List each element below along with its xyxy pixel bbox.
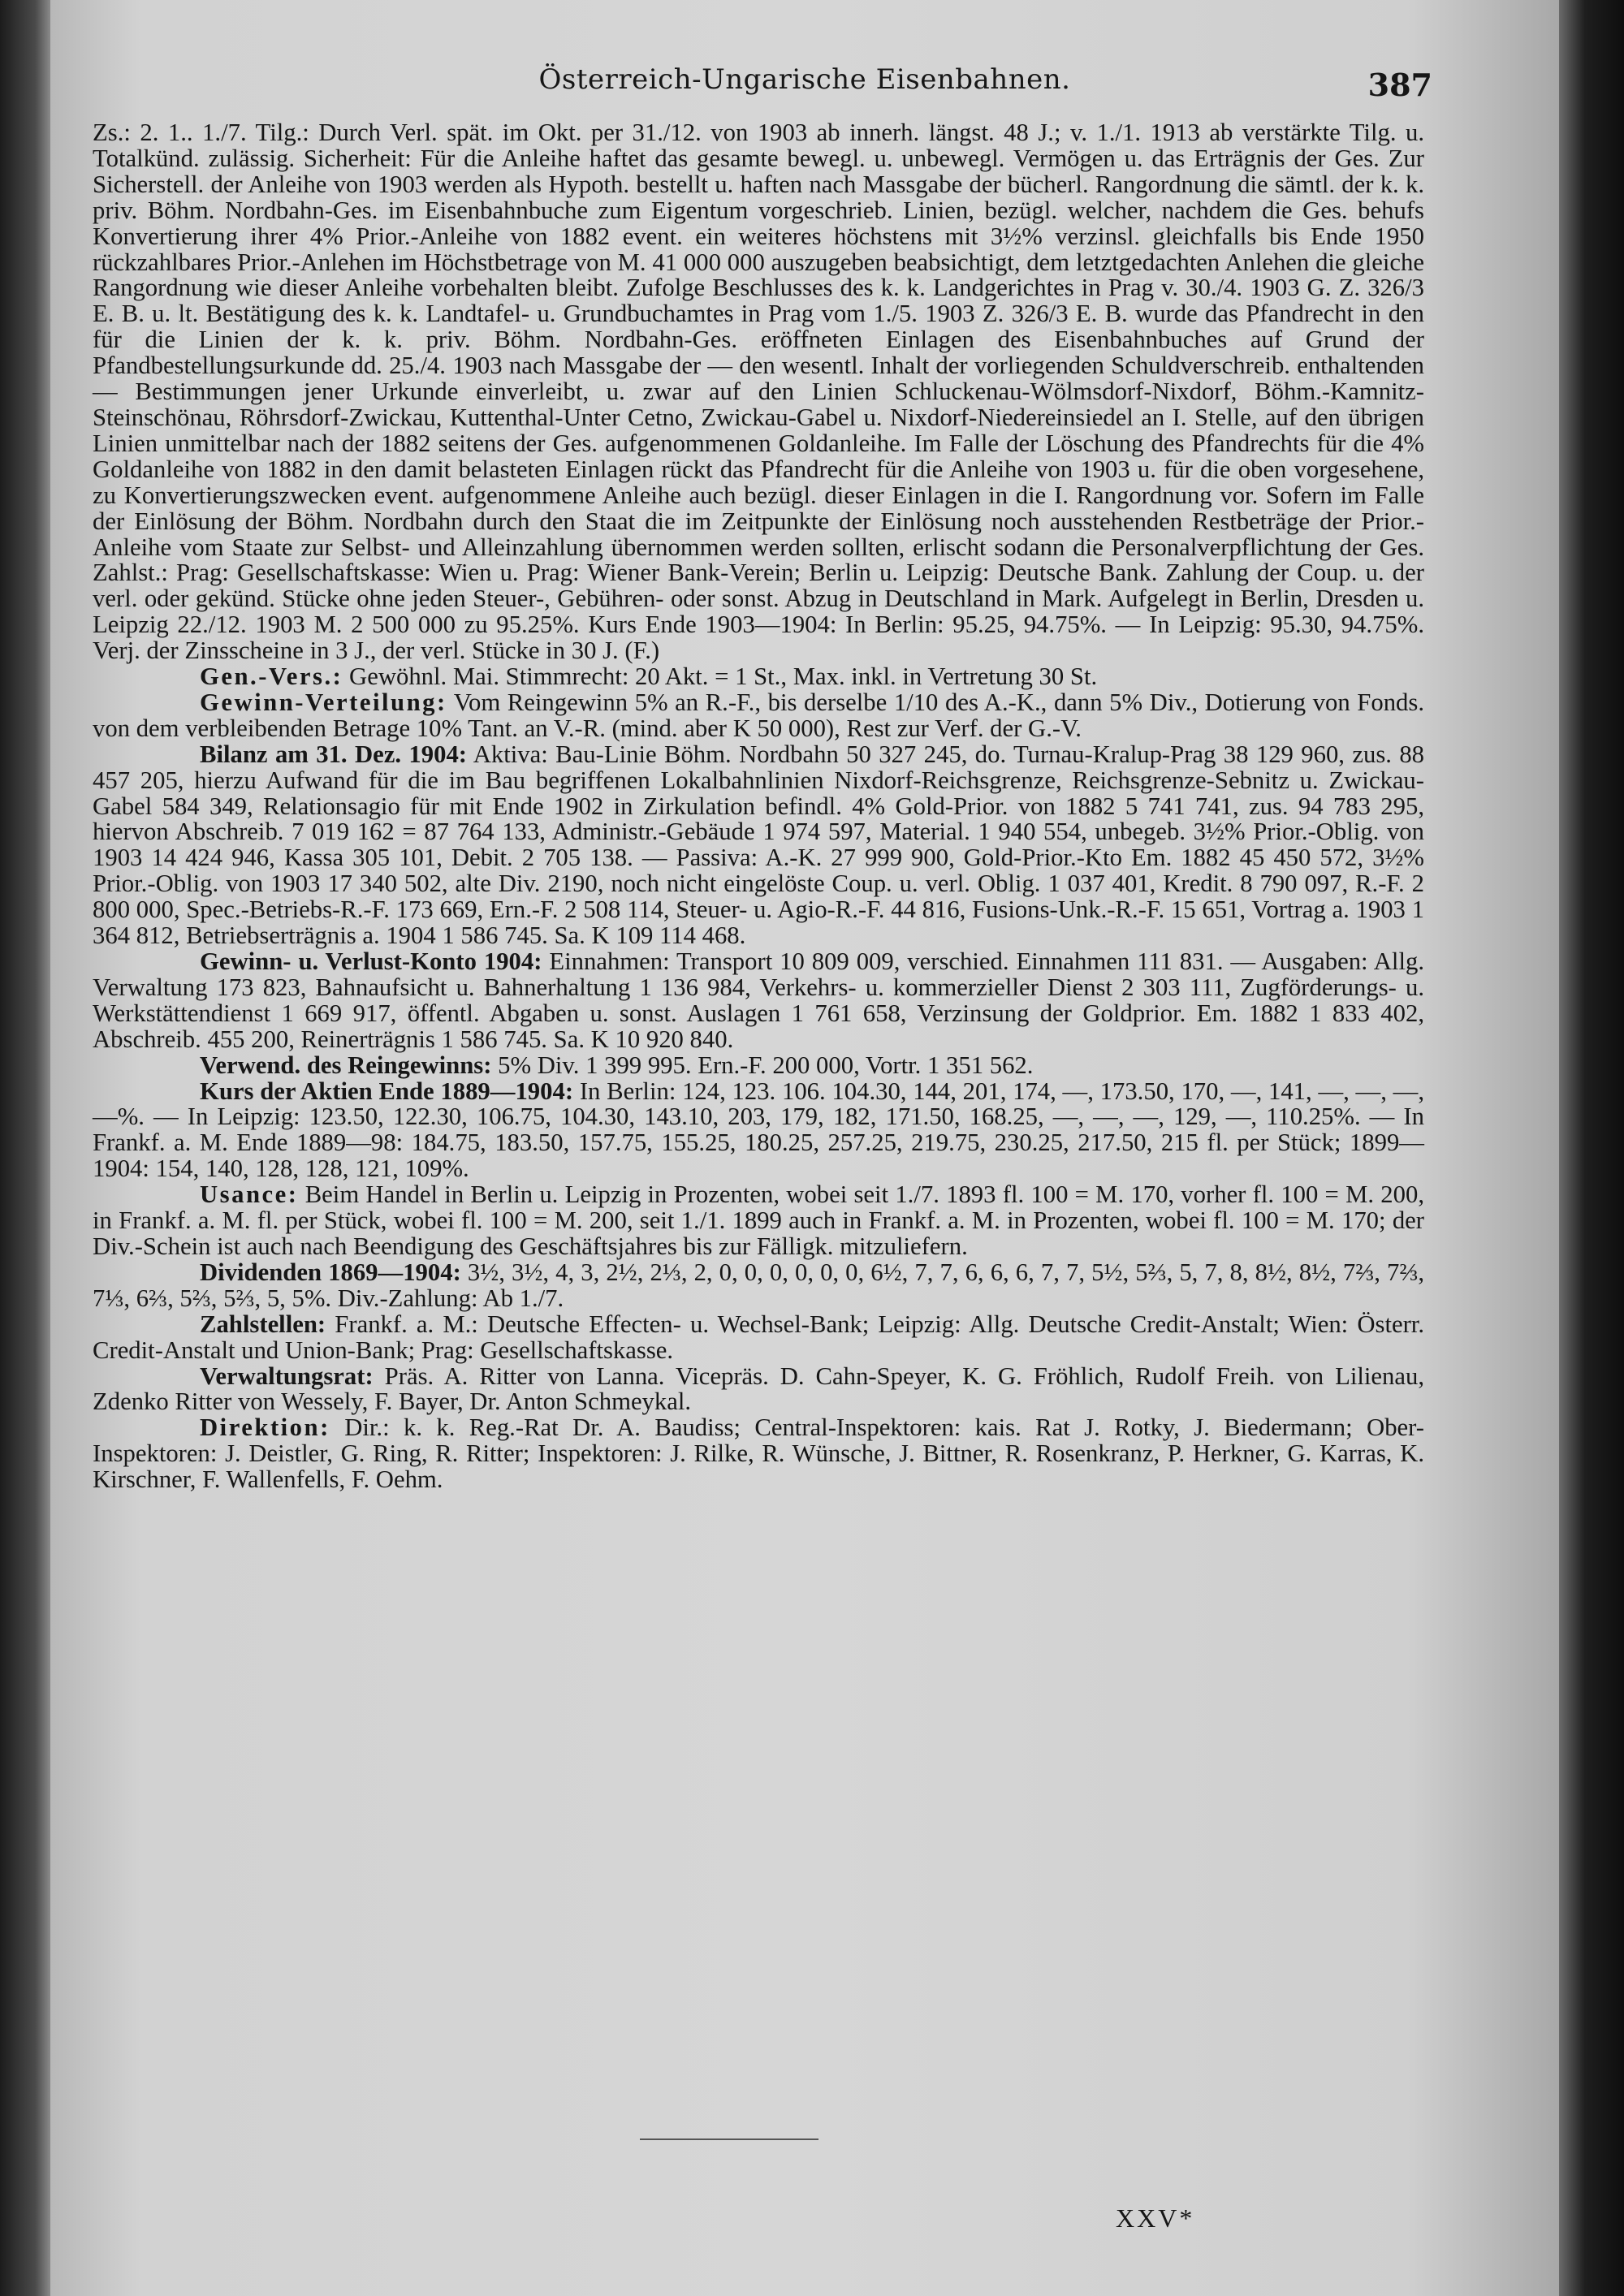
paragraph-label: Gen.-Vers.: (200, 662, 343, 691)
page-number: 387 (1367, 67, 1432, 103)
sheet-signature: XXV* (1116, 2203, 1195, 2233)
paragraph-label: Direktion: (200, 1413, 330, 1442)
paragraph-label: Verwaltungsrat: (200, 1362, 374, 1390)
page-header (50, 63, 1559, 109)
paragraph-label: Dividenden 1869—1904: (200, 1258, 461, 1286)
paragraph-gewinn-verteilung: Gewinn-Verteilung: Vom Reingewinn 5% an R.-F., bis derselbe 1/10 des A.-K., dann 5% Div., Dotierung von Fonds. von dem verbleibenden Betrage 10% Tant. an V.-R. (mind. aber K 50 000), Rest zur Verf. der G.-V. (93, 688, 1424, 742)
paragraph-label: Verwend. des Reingewinns: (200, 1051, 492, 1079)
paragraph-label: Gewinn-Verteilung: (200, 688, 447, 716)
paragraph-bond-terms: Zs.: 2. 1.. 1./7. Tilg.: Durch Verl. spät. im Okt. per 31./12. von 1903 ab innerh. längst. 48 J.; v. 1./1. 1913 ab verstärkte Tilg. u. Totalkünd. zulässig. Sicherheit: Für die Anleihe haftet das gesamte bewegl. u. unbewegl. Vermögen u. das Erträgnis der Ges. Zur Sicherstell. der Anleihe von 1903 werden als Hypoth. bestellt u. haften nach Massgabe der bücherl. Rangordnung die sämtl. der k. k. priv. Böhm. Nordbahn-Ges. im Eisenbahnbuche zum Eigentum vorgeschrieb. Linien, bezügl. welcher, nachdem die Ges. behufs Konvertierung ihrer 4% Prior.-Anleihe von 1882 event. ein weiteres höchstens mit 3½% verzinsl. gleichfalls bis Ende 1950 rückzahlbares Prior.-Anlehen im Höchstbetrage von M. 41 000 000 auszugeben beabsichtigt, dem letztgedachten Anlehen die gleiche Rangordnung wie dieser Anleihe vorbehalten bleibt. Zufolge Beschlusses des k. k. Landgerichtes in Prag v. 30./4. 1903 G. Z. 326/3 E. B. u. lt. Bestätigung des k. k. Landtafel- u. Grundbuchamtes in Prag vom 1./5. 1903 Z. 326/3 E. B. wurde das Pfandrecht in den für die Linien der k. k. priv. Böhm. Nordbahn-Ges. eröffneten Einlagen des Eisenbahnbuches auf Grund der Pfandbestellungsurkunde dd. 25./4. 1903 nach Massgabe der — den wesentl. Inhalt der vorliegenden Schuldverschreib. enthaltenden — Bestimmungen jener Urkunde einverleibt, u. zwar auf den Linien Schluckenau-Wölmsdorf-Nixdorf, Böhm.-Kamnitz-Steinschönau, Röhrsdorf-Zwickau, Kuttenthal-Unter Cetno, Zwickau-Gabel u. Nixdorf-Niedereinsiedel an I. Stelle, auf den übrigen Linien unmittelbar nach der 1882 seitens der Ges. aufgenommenen Goldanleihe. Im Falle der Löschung des Pfandrechts für die 4% Goldanleihe von 1882 in den damit belasteten Einlagen rückt das Pfandrecht für die Anleihe von 1903 u. für die oben vorgesehene, zu Konvertierungszwecken event. aufgenommene Anleihe auch bezügl. dieser Einlagen in die I. Rangordnung vor. Sofern im Falle der Einlösung der Böhm. Nordbahn durch den Staat die im Zeitpunkte der Einlösung noch ausstehenden Restbeträge der Prior.-Anleihe vom Staate zur Selbst- und Alleinzahlung übernommen werden sollten, erlischt sodann die Personalverpflichtung der Ges. Zahlst.: Prag: Gesellschaftskasse: Wien u. Prag: Wiener Bank-Verein; Berlin u. Leipzig: Deutsche Bank. Zahlung der Coup. u. der verl. oder gekünd. Stücke ohne jeden Steuer-, Gebühren- oder sonst. Abzug in Deutschland in Mark. Aufgelegt in Berlin, Dresden u. Leipzig 22./12. 1903 M. 2 500 000 zu 95.25%. Kurs Ende 1903—1904: In Berlin: 95.25, 94.75%. — In Leipzig: 95.30, 94.75%. Verj. der Zinsscheine in 3 J., der verl. Stücke in 30 J. (F.) (93, 119, 1424, 665)
document-page (50, 0, 1559, 2296)
paragraph-usance: Usance: Beim Handel in Berlin u. Leipzig in Prozenten, wobei seit 1./7. 1893 fl. 100 = M. 170, vorher fl. 100 = M. 200, in Frankf. a. M. fl. per Stück, wobei fl. 100 = M. 200, seit 1./1. 1899 auch in Frankf. a. M. in Prozenten, wobei fl. 100 = M. 170; der Div.-Schein ist auch nach Beendigung des Geschäftsjahres bis zur Fälligk. mitzuliefern. (93, 1180, 1424, 1260)
paragraph-dividenden: Dividenden 1869—1904: 3½, 3½, 4, 3, 2½, 2⅓, 2, 0, 0, 0, 0, 0, 0, 6½, 7, 7, 6, 6, 6, 7, 7, 5½, 5⅔, 5, 7, 8, 8½, 8½, 7⅔, 7⅔, 7⅓, 6⅔, 5⅔, 5⅔, 5, 5%. Div.-Zahlung: Ab 1./7. (93, 1258, 1425, 1312)
paragraph-verwaltungsrat: Verwaltungsrat: Präs. A. Ritter von Lanna. Vicepräs. D. Cahn-Speyer, K. G. Fröhlich, Rudolf Freih. von Lilienau, Zdenko Ritter von Wessely, F. Bayer, Dr. Anton Schmeykal. (93, 1362, 1425, 1416)
paragraph-label: Gewinn- u. Verlust-Konto 1904: (200, 947, 542, 975)
body-text (93, 120, 1424, 1493)
paragraph-label: Bilanz am 31. Dez. 1904: (200, 740, 468, 768)
paragraph-zahlstellen: Zahlstellen: Frankf. a. M.: Deutsche Effecten- u. Wechsel-Bank; Leipzig: Allg. Deutsche Credit-Anstalt; Wien: Österr. Credit-Anstalt und Union-Bank; Prag: Gesellschaftskasse. (93, 1310, 1425, 1364)
paragraph-kurs-aktien: Kurs der Aktien Ende 1889—1904: In Berlin: 124, 123. 106. 104.30, 144, 201, 174, —, 173.50, 170, —, 141, —, —, —, —%. — In Leipzig: 123.50, 122.30, 106.75, 104.30, 143.10, 203, 179, 182, 171.50, 168.25, —, —, —, 129, —, 110.25%. — In Frankf. a. M. Ende 1889—98: 184.75, 183.50, 157.75, 155.25, 180.25, 257.25, 219.75, 230.25, 217.50, 215 fl. per Stück; 1899—1904: 154, 140, 128, 128, 121, 109%. (93, 1077, 1424, 1183)
scan-shadow-left (0, 0, 50, 2296)
paragraph-bilanz: Bilanz am 31. Dez. 1904: Aktiva: Bau-Linie Böhm. Nordbahn 50 327 245, do. Turnau-Kralup-Prag 38 129 960, zus. 88 457 205, hierzu Aufwand für die im Bau begriffenen Lokalbahnlinien Nixdorf-Reichsgrenze, Reichsgrenze-Sebnitz u. Zwickau-Gabel 584 349, Relationsagio für mit Ende 1902 in Zirkulation befindl. 4% Gold-Prior. von 1882 5 741 741, zus. 94 783 295, hiervon Abschreib. 7 019 162 = 87 764 133, Administr.-Gebäude 1 974 597, Material. 1 940 554, unbegeb. 3½% Prior.-Oblig. von 1903 14 424 946, Kassa 305 101, Debit. 2 705 138. — Passiva: A.-K. 27 999 900, Gold-Prior.-Kto Em. 1882 45 450 572, 3½% Prior.-Oblig. von 1903 17 340 502, alte Div. 2190, noch nicht eingelöste Coup. u. verl. Oblig. 1 037 401, Kredit. 8 790 097, R.-F. 2 800 000, Spec.-Betriebs-R.-F. 173 669, Ern.-F. 2 508 114, Steuer- u. Agio-R.-F. 44 816, Fusions-Unk.-R.-F. 15 651, Vortrag a. 1903 1 364 812, Betriebserträgnis a. 1904 1 586 745. Sa. K 109 114 468. (93, 740, 1425, 950)
paragraph-label: Zahlstellen: (200, 1310, 326, 1338)
paragraph-label: Usance: (200, 1180, 299, 1209)
section-divider (640, 2138, 818, 2140)
paragraph-gewinn-verlust: Gewinn- u. Verlust-Konto 1904: Einnahmen: Transport 10 809 009, verschied. Einnahmen 111 831. — Ausgaben: Allg. Verwaltung 173 823, Bahnaufsicht u. Bahnerhaltung 1 136 984, Verkehrs- u. kommerzieller Dienst 2 303 111, Zugförderungs- u. Werkstättendienst 1 669 917, öffentl. Abgaben u. sonst. Auslagen 1 761 658, Verzinsung der Goldprior. Em. 1882 1 833 402, Abschreib. 455 200, Reinerträgnis 1 586 745. Sa. K 10 920 840. (93, 947, 1425, 1053)
running-title: Österreich-Ungarische Eisenbahnen. (538, 63, 1071, 96)
paragraph-label: Kurs der Aktien Ende 1889—1904: (200, 1077, 574, 1105)
paragraph-direktion: Direktion: Dir.: k. k. Reg.-Rat Dr. A. Baudiss; Central-Inspektoren: kais. Rat J. Rotky, J. Biedermann; Ober-Inspektoren: J. Deistler, G. Ring, R. Ritter; Inspektoren: J. Rilke, R. Wünsche, J. Bittner, R. Rosenkranz, P. Herkner, G. Karras, K. Kirschner, F. Wallenfells, F. Oehm. (93, 1413, 1424, 1494)
paragraph-verwendung: Verwend. des Reingewinns: 5% Div. 1 399 995. Ern.-F. 200 000, Vortr. 1 351 562. (200, 1051, 1034, 1079)
scan-shadow-right (1559, 0, 1624, 2296)
paragraph-gen-vers: Gen.-Vers.: Gewöhnl. Mai. Stimmrecht: 20 Akt. = 1 St., Max. inkl. in Vertretung 30 St. (200, 662, 1098, 691)
